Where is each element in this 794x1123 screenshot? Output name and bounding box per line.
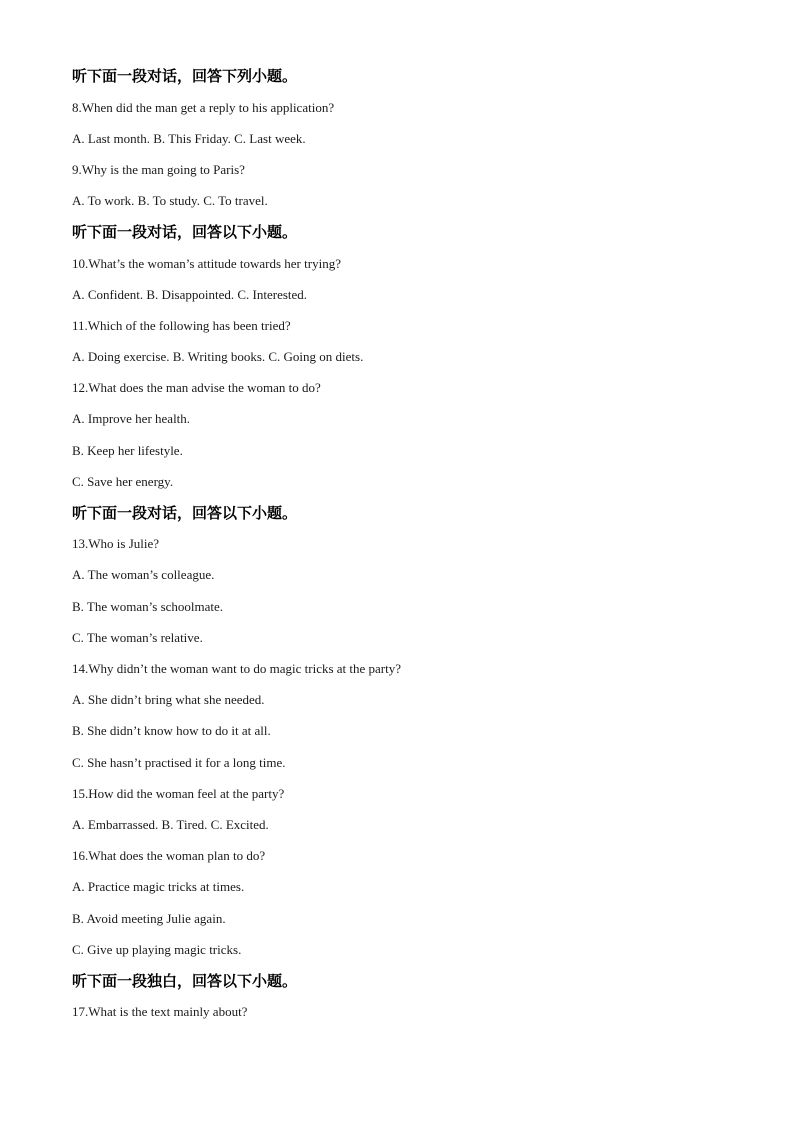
answer-options: A. Embarrassed. B. Tired. C. Excited. [72,817,269,832]
question-text: 10.What’s the woman’s attitude towards her trying? [72,256,341,271]
question-text: 15.How did the woman feel at the party? [72,786,285,801]
answer-options: A. To work. B. To study. C. To travel. [72,193,268,208]
question-text: 16.What does the woman plan to do? [72,848,266,863]
section-heading: 听下面一段独白，回答以下小题。 [72,972,298,990]
answer-option: C. The woman’s relative. [72,630,203,645]
section-heading: 听下面一段对话，回答以下小题。 [72,504,298,522]
answer-options: A. Last month. B. This Friday. C. Last week. [72,131,306,146]
answer-option: A. She didn’t bring what she needed. [72,692,265,707]
answer-options: A. Doing exercise. B. Writing books. C. Going on diets. [72,349,364,364]
question-text: 13.Who is Julie? [72,536,160,551]
answer-options: A. Confident. B. Disappointed. C. Interested. [72,287,308,302]
question-text: 8.When did the man get a reply to his application? [72,100,335,115]
answer-option: C. She hasn’t practised it for a long time. [72,755,286,770]
question-text: 9.Why is the man going to Paris? [72,162,245,177]
question-text: 14.Why didn’t the woman want to do magic tricks at the party? [72,661,402,676]
answer-option: C. Save her energy. [72,474,174,489]
answer-option: C. Give up playing magic tricks. [72,942,242,957]
question-text: 12.What does the man advise the woman to do? [72,380,321,395]
answer-option: B. Avoid meeting Julie again. [72,911,226,926]
answer-option: A. Improve her health. [72,411,191,426]
answer-option: B. She didn’t know how to do it at all. [72,723,271,738]
answer-option: A. Practice magic tricks at times. [72,879,245,894]
section-heading: 听下面一段对话，回答下列小题。 [72,67,298,85]
section-heading: 听下面一段对话，回答以下小题。 [72,223,298,241]
question-text: 17.What is the text mainly about? [72,1004,248,1019]
answer-option: A. The woman’s colleague. [72,567,215,582]
answer-option: B. Keep her lifestyle. [72,443,183,458]
question-text: 11.Which of the following has been tried? [72,318,291,333]
answer-option: B. The woman’s schoolmate. [72,599,224,614]
